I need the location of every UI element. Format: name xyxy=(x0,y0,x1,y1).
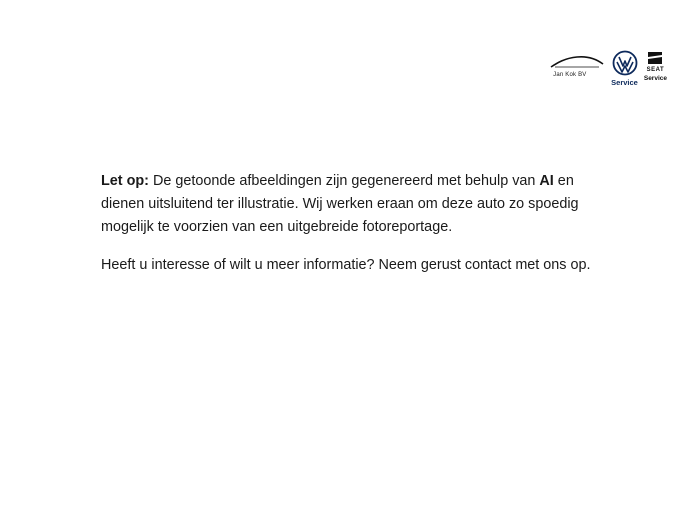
vw-logo xyxy=(611,50,638,87)
seat-service-label: Service xyxy=(643,75,667,82)
dealer-logo xyxy=(549,50,605,84)
notice-paragraph-2: Heeft u interesse of wilt u meer informatie? Neem gerust contact met ons op. xyxy=(101,257,591,273)
notice-text-1: De getoonde afbeeldingen zijn gegenereerd met behulp van xyxy=(148,173,540,189)
vw-emblem-icon xyxy=(612,50,638,76)
seat-logo xyxy=(644,50,667,82)
notice-ai: AI xyxy=(539,173,554,189)
notice-paragraph-1 xyxy=(101,170,611,239)
seat-wordmark: SEAT xyxy=(646,67,665,73)
notice-text-2: en dienen uitsluitend ter illustratie. Wij werken eraan om deze auto zo spoedig mogelijk te voorzien van een uitgebreide fotoreportage. xyxy=(101,173,579,235)
brand-logos xyxy=(549,50,667,87)
notice-text xyxy=(101,170,611,292)
seat-emblem-icon xyxy=(646,50,664,66)
dealer-name: Jan Kok BV xyxy=(553,72,587,78)
vw-service-label: Service xyxy=(611,78,638,87)
car-silhouette-icon xyxy=(549,54,605,70)
notice-lead: Let op: xyxy=(101,173,149,189)
